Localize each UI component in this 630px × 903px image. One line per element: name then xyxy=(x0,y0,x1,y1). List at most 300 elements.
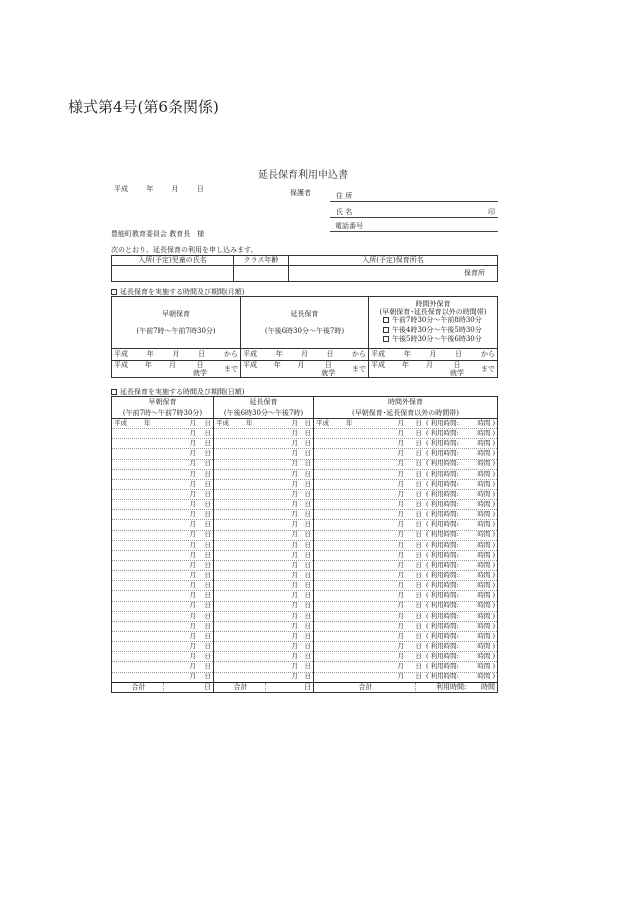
date-cell[interactable] xyxy=(314,459,498,469)
era xyxy=(316,521,346,528)
year xyxy=(246,460,272,467)
date-cell[interactable] xyxy=(214,479,314,489)
year xyxy=(246,511,272,518)
date-cell[interactable] xyxy=(214,631,314,641)
month: 月 xyxy=(291,631,298,640)
date-cell[interactable] xyxy=(214,520,314,530)
from-suffix: から xyxy=(352,350,366,359)
day: 日 xyxy=(196,185,204,193)
era xyxy=(114,592,144,599)
date-cell[interactable] xyxy=(214,581,314,591)
date-cell[interactable] xyxy=(214,591,314,601)
day: 日 xyxy=(304,479,311,488)
era xyxy=(114,623,144,630)
date-cell[interactable] xyxy=(214,469,314,479)
date-cell[interactable] xyxy=(314,530,498,540)
year xyxy=(346,562,376,569)
until-suffix: まで xyxy=(224,365,238,374)
era xyxy=(216,562,246,569)
era xyxy=(216,440,246,447)
date-cell[interactable] xyxy=(214,429,314,439)
date-cell[interactable] xyxy=(214,642,314,652)
table-row xyxy=(112,449,498,459)
month: 月 xyxy=(189,530,196,539)
date-cell[interactable] xyxy=(214,652,314,662)
month: 月 xyxy=(397,530,404,539)
usage-label: ( 利用時間: xyxy=(426,621,459,630)
daily-early-title: 早朝保育 xyxy=(112,397,214,408)
date-cell[interactable] xyxy=(314,652,498,662)
checkbox[interactable] xyxy=(383,317,389,323)
era xyxy=(216,471,246,478)
table-row xyxy=(112,560,498,570)
date-cell[interactable] xyxy=(314,489,498,499)
date-cell[interactable] xyxy=(112,611,214,621)
child-name-header: 入所(予定)児童の氏名 xyxy=(112,256,234,266)
other-subtitle: (早朝保育･延長保育以外の時間帯) xyxy=(379,307,487,316)
day: 日 xyxy=(204,560,211,569)
year xyxy=(144,643,170,650)
year: 年 xyxy=(275,350,283,359)
year xyxy=(246,440,272,447)
month: 月 xyxy=(189,550,196,559)
month: 月 xyxy=(291,672,298,681)
date-cell[interactable] xyxy=(214,530,314,540)
option-1[interactable] xyxy=(383,316,495,326)
date-cell[interactable] xyxy=(214,550,314,560)
day: 日 xyxy=(304,672,311,681)
table-row xyxy=(112,591,498,601)
era xyxy=(114,460,144,467)
era xyxy=(316,613,346,620)
month: 月 xyxy=(397,611,404,620)
date-cell[interactable] xyxy=(314,560,498,570)
from-date-cell[interactable] xyxy=(112,349,241,361)
date-cell[interactable] xyxy=(214,439,314,449)
month: 月 xyxy=(291,418,298,427)
day: 日 xyxy=(204,479,211,488)
early-time: (午前7時～午前7時30分) xyxy=(136,326,216,335)
date-cell[interactable] xyxy=(214,560,314,570)
day: 日 xyxy=(204,469,211,478)
year xyxy=(246,521,272,528)
date-cell[interactable] xyxy=(314,571,498,581)
date-cell[interactable] xyxy=(214,500,314,510)
usage-label: ( 利用時間: xyxy=(426,418,459,427)
era xyxy=(114,643,144,650)
month: 月 xyxy=(291,530,298,539)
month: 月 xyxy=(291,550,298,559)
era xyxy=(216,582,246,589)
era xyxy=(114,602,144,609)
day: 日 xyxy=(415,550,422,559)
year xyxy=(346,440,376,447)
class-age-header: クラス年齢 xyxy=(234,256,289,266)
option-3[interactable] xyxy=(383,335,495,345)
day: 日 xyxy=(204,631,211,640)
nursery-suffix: 保育所 xyxy=(464,269,485,278)
day: 日 xyxy=(304,449,311,458)
date-cell[interactable] xyxy=(314,520,498,530)
day: 日 xyxy=(415,591,422,600)
month: 月 xyxy=(189,581,196,590)
option-label: 午前7時30分～午前8時30分 xyxy=(392,315,482,324)
month: 月 xyxy=(189,499,196,508)
era xyxy=(316,643,346,650)
year xyxy=(346,663,376,670)
option-2[interactable] xyxy=(383,326,495,336)
month: 月 xyxy=(397,510,404,519)
year xyxy=(346,471,376,478)
table-row xyxy=(112,510,498,520)
date-cell[interactable] xyxy=(314,591,498,601)
date-cell[interactable] xyxy=(314,581,498,591)
usage-label: ( 利用時間: xyxy=(426,611,459,620)
option-label: 午後4時30分～午後5時30分 xyxy=(392,325,482,334)
date-cell[interactable] xyxy=(112,621,214,631)
total-cell[interactable] xyxy=(314,682,498,692)
day: 日 xyxy=(304,591,311,600)
year xyxy=(246,491,272,498)
from-date-cell[interactable] xyxy=(241,349,369,361)
day: 日 xyxy=(204,449,211,458)
day: 日 xyxy=(415,601,422,610)
date-cell[interactable] xyxy=(112,429,214,439)
date-cell[interactable] xyxy=(314,601,498,611)
date-cell[interactable] xyxy=(112,662,214,672)
day: 日 xyxy=(204,641,211,650)
other-title: 時間外保育 xyxy=(415,299,451,308)
month: 月 xyxy=(189,540,196,549)
month: 月 xyxy=(397,672,404,681)
day: 日 xyxy=(415,540,422,549)
usage-label: ( 利用時間: xyxy=(426,601,459,610)
era xyxy=(216,602,246,609)
checkbox[interactable] xyxy=(111,289,117,295)
date-cell[interactable] xyxy=(112,500,214,510)
class-age-field[interactable] xyxy=(234,266,289,282)
year: 年 xyxy=(145,361,152,369)
year xyxy=(246,572,272,579)
date-cell[interactable] xyxy=(314,662,498,672)
month: 月 xyxy=(189,611,196,620)
day: 日 xyxy=(304,611,311,620)
table-row xyxy=(112,631,498,641)
month: 月 xyxy=(426,361,433,369)
month: 月 xyxy=(291,499,298,508)
year xyxy=(246,471,272,478)
total-label: 合計 xyxy=(216,683,266,691)
month: 月 xyxy=(291,621,298,630)
date-cell[interactable] xyxy=(112,510,214,520)
day-block xyxy=(198,350,205,358)
table-row xyxy=(112,581,498,591)
date-cell[interactable] xyxy=(314,439,498,449)
year xyxy=(144,653,170,660)
year xyxy=(144,613,170,620)
usage-label: ( 利用時間: xyxy=(426,540,459,549)
date-cell[interactable] xyxy=(112,449,214,459)
date-cell[interactable] xyxy=(214,621,314,631)
date-cell[interactable] xyxy=(314,540,498,550)
daily-extended-time: (午後6時30分～午後7時) xyxy=(214,408,314,419)
table-row xyxy=(112,642,498,652)
day: 日 xyxy=(415,469,422,478)
date-cell[interactable] xyxy=(112,631,214,641)
day: 日 xyxy=(204,621,211,630)
day: 日 xyxy=(304,560,311,569)
from-suffix: から xyxy=(224,350,238,359)
year xyxy=(144,592,170,599)
year: 年 xyxy=(273,361,281,369)
era: 平成 xyxy=(243,350,257,359)
day: 日 xyxy=(415,570,422,579)
month: 月 xyxy=(189,601,196,610)
date-cell[interactable] xyxy=(214,571,314,581)
to-date-cell[interactable] xyxy=(112,361,241,378)
year xyxy=(246,562,272,569)
year xyxy=(346,531,376,538)
hours-label: 時間 ) xyxy=(477,428,495,437)
daily-heading-text: 延長保育を実施する時間及び期間(日額) xyxy=(120,388,245,396)
era xyxy=(114,633,144,640)
until-suffix: まで xyxy=(481,365,495,374)
day: 日 xyxy=(204,591,211,600)
date-cell[interactable] xyxy=(314,479,498,489)
date-cell[interactable] xyxy=(112,469,214,479)
date-cell[interactable] xyxy=(214,489,314,499)
month: 月 xyxy=(397,631,404,640)
month: 月 xyxy=(291,652,298,661)
table-row xyxy=(112,662,498,672)
hours-label: 時間 ) xyxy=(477,479,495,488)
date-cell[interactable] xyxy=(214,419,314,429)
date-cell[interactable] xyxy=(112,672,214,682)
year xyxy=(246,531,272,538)
year xyxy=(346,501,376,508)
school-entry: 就学 xyxy=(321,369,336,378)
table-row xyxy=(112,429,498,439)
era xyxy=(316,430,346,437)
month: 月 xyxy=(397,550,404,559)
month: 月 xyxy=(397,439,404,448)
date-cell[interactable] xyxy=(314,611,498,621)
year xyxy=(246,592,272,599)
day-block xyxy=(321,361,335,377)
date-cell[interactable] xyxy=(112,591,214,601)
era xyxy=(316,633,346,640)
era xyxy=(316,623,346,630)
total-cell[interactable] xyxy=(214,682,314,692)
date-cell[interactable] xyxy=(112,520,214,530)
year: 年 xyxy=(144,418,151,427)
date-cell[interactable] xyxy=(314,510,498,520)
day: 日 xyxy=(204,611,211,620)
year xyxy=(246,653,272,660)
date-cell[interactable] xyxy=(112,560,214,570)
day: 日 xyxy=(204,530,211,539)
year xyxy=(144,511,170,518)
from-date-cell[interactable] xyxy=(369,349,498,361)
to-date-cell[interactable] xyxy=(241,361,369,378)
to-date-cell[interactable] xyxy=(369,361,498,378)
table-row xyxy=(112,652,498,662)
month: 月 xyxy=(291,479,298,488)
month: 月 xyxy=(291,540,298,549)
to-row xyxy=(112,361,498,378)
date-cell[interactable] xyxy=(314,631,498,641)
child-name-field[interactable] xyxy=(112,266,234,282)
date-cell[interactable] xyxy=(314,550,498,560)
date-cell[interactable] xyxy=(112,540,214,550)
era xyxy=(216,531,246,538)
month: 月 xyxy=(189,479,196,488)
checkbox[interactable] xyxy=(383,336,389,342)
date-cell[interactable] xyxy=(314,621,498,631)
school-entry: 就学 xyxy=(193,369,207,378)
era xyxy=(316,572,346,579)
day: 日 xyxy=(415,449,422,458)
year xyxy=(346,552,376,559)
day: 日 xyxy=(304,469,311,478)
month: 月 xyxy=(397,601,404,610)
date-cell[interactable] xyxy=(112,571,214,581)
era: 平成 xyxy=(243,361,257,369)
month: 月 xyxy=(397,428,404,437)
usage-label: ( 利用時間: xyxy=(426,499,459,508)
date-cell[interactable] xyxy=(112,479,214,489)
date-cell[interactable] xyxy=(314,429,498,439)
year xyxy=(144,542,170,549)
from-suffix: から xyxy=(481,350,495,359)
month: 月 xyxy=(189,621,196,630)
day: 日 xyxy=(324,361,332,369)
date-cell[interactable] xyxy=(112,550,214,560)
month: 月 xyxy=(189,418,196,427)
total-cell[interactable] xyxy=(112,682,214,692)
daily-extended-title: 延長保育 xyxy=(214,397,314,408)
date-cell[interactable] xyxy=(112,459,214,469)
month: 月 xyxy=(189,641,196,650)
early-title: 早朝保育 xyxy=(162,310,190,319)
usage-label: ( 利用時間: xyxy=(426,672,459,681)
seal-mark: 印 xyxy=(488,208,495,216)
month: 月 xyxy=(189,489,196,498)
year xyxy=(144,501,170,508)
usage-label: ( 利用時間: xyxy=(426,550,459,559)
total-label: 合計 xyxy=(316,683,416,691)
usage-label: ( 利用時間: xyxy=(426,459,459,468)
day: 日 xyxy=(204,520,211,529)
hours-label: 時間 ) xyxy=(477,540,495,549)
until-suffix: まで xyxy=(352,365,366,374)
date-cell[interactable] xyxy=(314,419,498,429)
year xyxy=(144,440,170,447)
date-cell[interactable] xyxy=(314,672,498,682)
date-cell[interactable] xyxy=(112,642,214,652)
day: 日 xyxy=(415,581,422,590)
date-cell[interactable] xyxy=(214,449,314,459)
usage-label: ( 利用時間: xyxy=(426,428,459,437)
era: 平成 xyxy=(316,418,329,427)
date-cell[interactable] xyxy=(112,419,214,429)
date-cell[interactable] xyxy=(112,489,214,499)
month: 月 xyxy=(189,652,196,661)
era xyxy=(316,562,346,569)
month: 月 xyxy=(189,672,196,681)
date-cell[interactable] xyxy=(214,459,314,469)
era xyxy=(216,460,246,467)
era xyxy=(114,531,144,538)
era xyxy=(316,460,346,467)
year xyxy=(346,592,376,599)
date-cell[interactable] xyxy=(214,540,314,550)
day: 日 xyxy=(304,499,311,508)
day: 日 xyxy=(196,361,204,369)
month: 月 xyxy=(291,641,298,650)
usage-label: ( 利用時間: xyxy=(426,560,459,569)
day: 日 xyxy=(204,672,211,681)
year xyxy=(246,501,272,508)
era: 平成 xyxy=(216,418,229,427)
month: 月 xyxy=(397,662,404,671)
table-row xyxy=(112,459,498,469)
day: 日 xyxy=(304,621,311,630)
month: 月 xyxy=(189,510,196,519)
nursery-name-field[interactable] xyxy=(289,266,498,282)
era xyxy=(114,653,144,660)
year xyxy=(346,481,376,488)
date-cell[interactable] xyxy=(214,672,314,682)
total-row xyxy=(112,682,498,692)
era xyxy=(114,481,144,488)
date-cell[interactable] xyxy=(112,439,214,449)
hours-label: 時間 ) xyxy=(477,499,495,508)
date-cell[interactable] xyxy=(214,601,314,611)
day: 日 xyxy=(326,350,334,359)
option-label: 午後5時30分～午後6時30分 xyxy=(392,335,482,344)
date-cell[interactable] xyxy=(112,601,214,611)
date-cell[interactable] xyxy=(214,510,314,520)
era xyxy=(316,592,346,599)
era xyxy=(216,430,246,437)
date-cell[interactable] xyxy=(314,642,498,652)
date-cell[interactable] xyxy=(112,581,214,591)
checkbox[interactable] xyxy=(383,327,389,333)
checkbox[interactable] xyxy=(111,389,117,395)
year xyxy=(346,521,376,528)
date-cell[interactable] xyxy=(112,530,214,540)
date-cell[interactable] xyxy=(112,652,214,662)
date-cell[interactable] xyxy=(214,662,314,672)
day: 日 xyxy=(304,601,311,610)
day: 日 xyxy=(415,652,422,661)
date-cell[interactable] xyxy=(314,500,498,510)
month: 月 xyxy=(189,449,196,458)
era xyxy=(114,542,144,549)
year xyxy=(144,602,170,609)
daily-early-time: (午前7時～午前7時30分) xyxy=(112,408,214,419)
date-cell[interactable] xyxy=(314,449,498,459)
month: 月 xyxy=(189,662,196,671)
month: 月 xyxy=(189,591,196,600)
date-cell[interactable] xyxy=(314,469,498,479)
day: 日 xyxy=(415,631,422,640)
date-cell[interactable] xyxy=(214,611,314,621)
day: 日 xyxy=(204,652,211,661)
era xyxy=(114,673,144,680)
application-date xyxy=(114,184,204,194)
